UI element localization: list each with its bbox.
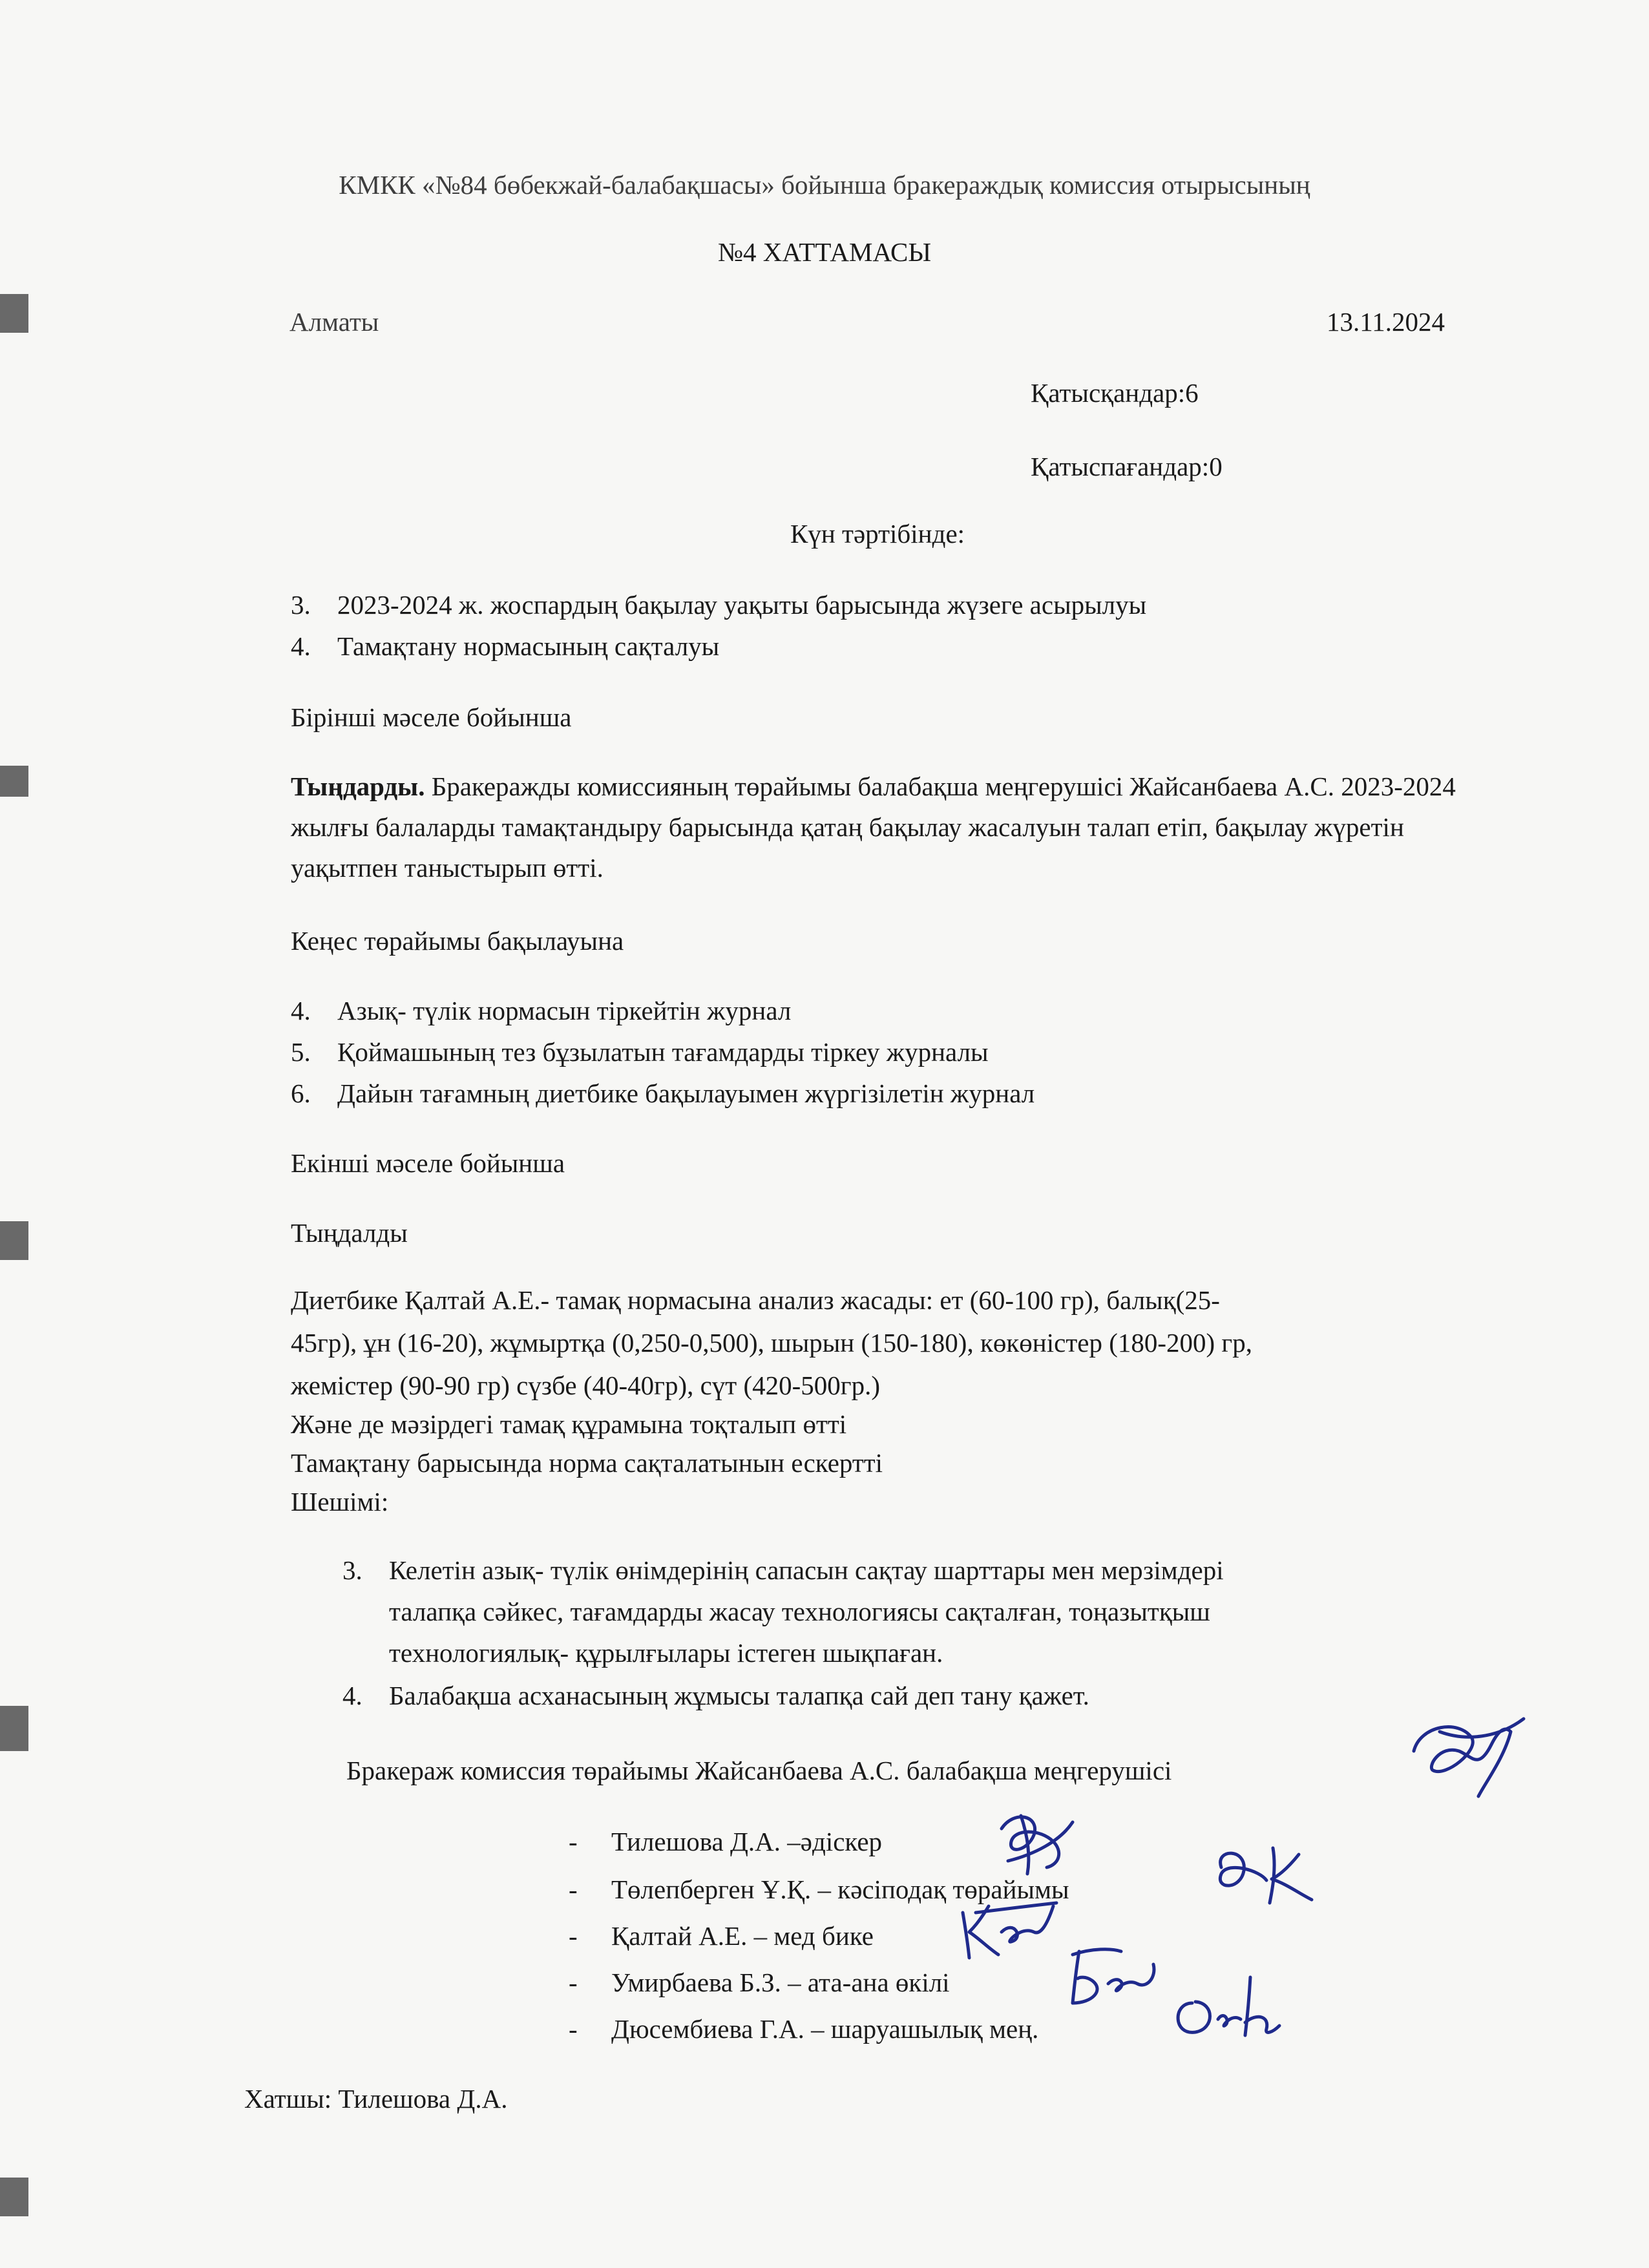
member-signature-line — [569, 2011, 1038, 2047]
agenda-item — [291, 587, 1146, 623]
control-item — [291, 992, 791, 1029]
scan-mark — [0, 766, 28, 797]
analysis-line: 45гр), ұн (16-20), жұмыртқа (0,250-0,500), шырын (150-180), көкөністер (180-200) гр, — [291, 1328, 1252, 1358]
member-signature-line — [569, 1823, 882, 1860]
document-heading: КМКК «№84 бөбекжай-балабақшасы» бойынша бракераждық комиссия отырысының — [339, 170, 1310, 200]
agenda-item — [291, 628, 719, 664]
decision-item-line: Келетін азық- түлік өнімдерінің сапасын сақтау шарттары мен мерзімдері — [389, 1555, 1224, 1585]
control-item — [291, 1075, 1035, 1111]
decision-item-number: 4. — [342, 1681, 362, 1710]
member-dash: - — [569, 1874, 578, 1904]
member-signature-icon — [1195, 1835, 1325, 1913]
decision-heading: Шешімі: — [291, 1487, 389, 1517]
control-item — [291, 1034, 989, 1070]
member-name: Төлепберген Ұ.Қ. – кәсіподақ төрайымы — [611, 1874, 1069, 1904]
member-signature-icon — [1060, 1938, 1163, 2010]
control-item-number: 4. — [291, 996, 311, 1025]
member-signature-line — [569, 1918, 874, 1954]
member-name: Тилешова Д.А. –әдіскер — [611, 1827, 883, 1856]
agenda-item-number: 3. — [291, 590, 311, 620]
listened-heading: Тыңдалды — [291, 1218, 408, 1248]
member-dash: - — [569, 1827, 578, 1856]
protocol-title: №4 ХАТТАМАСЫ — [717, 237, 932, 267]
control-heading: Кеңес төрайымы бақылауына — [291, 926, 624, 956]
chair-signature-icon — [1401, 1706, 1530, 1803]
agenda-item-number: 4. — [291, 631, 311, 661]
absent-count: Қатыспағандар:0 — [1031, 452, 1223, 481]
decision-item-number: 3. — [342, 1555, 362, 1585]
analysis-line: Диетбике Қалтай А.Е.- тамақ нормасына анализ жасады: ет (60-100 гр), балық(25- — [291, 1285, 1220, 1315]
decision-item-line: талапқа сәйкес, тағамдарды жасау технологиясы сақталған, тоңазытқыш — [389, 1597, 1210, 1626]
member-signature-icon — [982, 1803, 1079, 1880]
listened-text: Бракеражды комиссияның төрайымы балабақша меңгерушісі Жайсанбаева А.С. 2023-2024 жылғы балаларды тамақтандыру барысында қатаң бақылау жасалуын талап етіп, бақылау жүретін уақытпен таныстырып өтті. — [291, 772, 1456, 883]
secretary-line: Хатшы: Тилешова Д.А. — [244, 2084, 508, 2114]
member-name: Қалтай А.Е. – мед бике — [611, 1921, 874, 1951]
member-name: Умирбаева Б.З. – ата-ана өкілі — [611, 1968, 950, 1997]
member-signature-icon — [1160, 1964, 1283, 2048]
member-dash: - — [569, 1921, 578, 1951]
control-item-number: 5. — [291, 1037, 311, 1067]
document-date: 13.11.2024 — [1327, 307, 1445, 337]
agenda-item-text: Тамақтану нормасының сақталуы — [337, 631, 720, 661]
scan-mark — [0, 2178, 28, 2216]
city: Алматы — [289, 307, 379, 337]
chair-signature-line: Бракераж комиссия төрайымы Жайсанбаева А.С. балабақша меңгерушісі — [346, 1756, 1172, 1785]
agenda-item-text: 2023-2024 ж. жоспардың бақылау уақыты барысында жүзеге асырылуы — [337, 590, 1147, 620]
control-item-text: Дайын тағамның диетбике бақылауымен жүргізілетін журнал — [337, 1078, 1035, 1108]
first-issue-heading: Бірінші мәселе бойынша — [291, 702, 572, 732]
member-dash: - — [569, 1968, 578, 1997]
member-signature-line — [569, 1964, 950, 2000]
member-signature-icon — [950, 1893, 1060, 1964]
member-dash: - — [569, 2014, 578, 2044]
present-count: Қатысқандар:6 — [1031, 378, 1199, 408]
control-item-text: Азық- түлік нормасын тіркейтін журнал — [337, 996, 792, 1025]
member-name: Дюсембиева Г.А. – шаруашылық мең. — [611, 2014, 1039, 2044]
decision-item-line: Балабақша асханасының жұмысы талапқа сай деп тану қажет. — [389, 1681, 1089, 1710]
control-item-text: Қоймашының тез бұзылатын тағамдарды тіркеу журналы — [337, 1037, 989, 1067]
analysis-line: Тамақтану барысында норма сақталатынын ескертті — [291, 1448, 883, 1478]
scan-mark — [0, 1221, 28, 1260]
analysis-line: Және де мәзірдегі тамақ құрамына тоқталып өтті — [291, 1409, 847, 1439]
second-issue-heading: Екінші мәселе бойынша — [291, 1148, 565, 1178]
first-issue-paragraph — [291, 766, 1493, 888]
listened-label: Тыңдарды. — [291, 772, 425, 801]
scan-mark — [0, 294, 28, 333]
decision-item-line: технологиялық- құрылғылары істеген шықпаған. — [389, 1638, 943, 1668]
scan-mark — [0, 1706, 28, 1751]
agenda-heading: Күн тәртібінде: — [790, 519, 965, 549]
analysis-line: жемістер (90-90 гр) сүзбе (40-40гр), сүт (420-500гр.) — [291, 1370, 880, 1400]
control-item-number: 6. — [291, 1078, 311, 1108]
